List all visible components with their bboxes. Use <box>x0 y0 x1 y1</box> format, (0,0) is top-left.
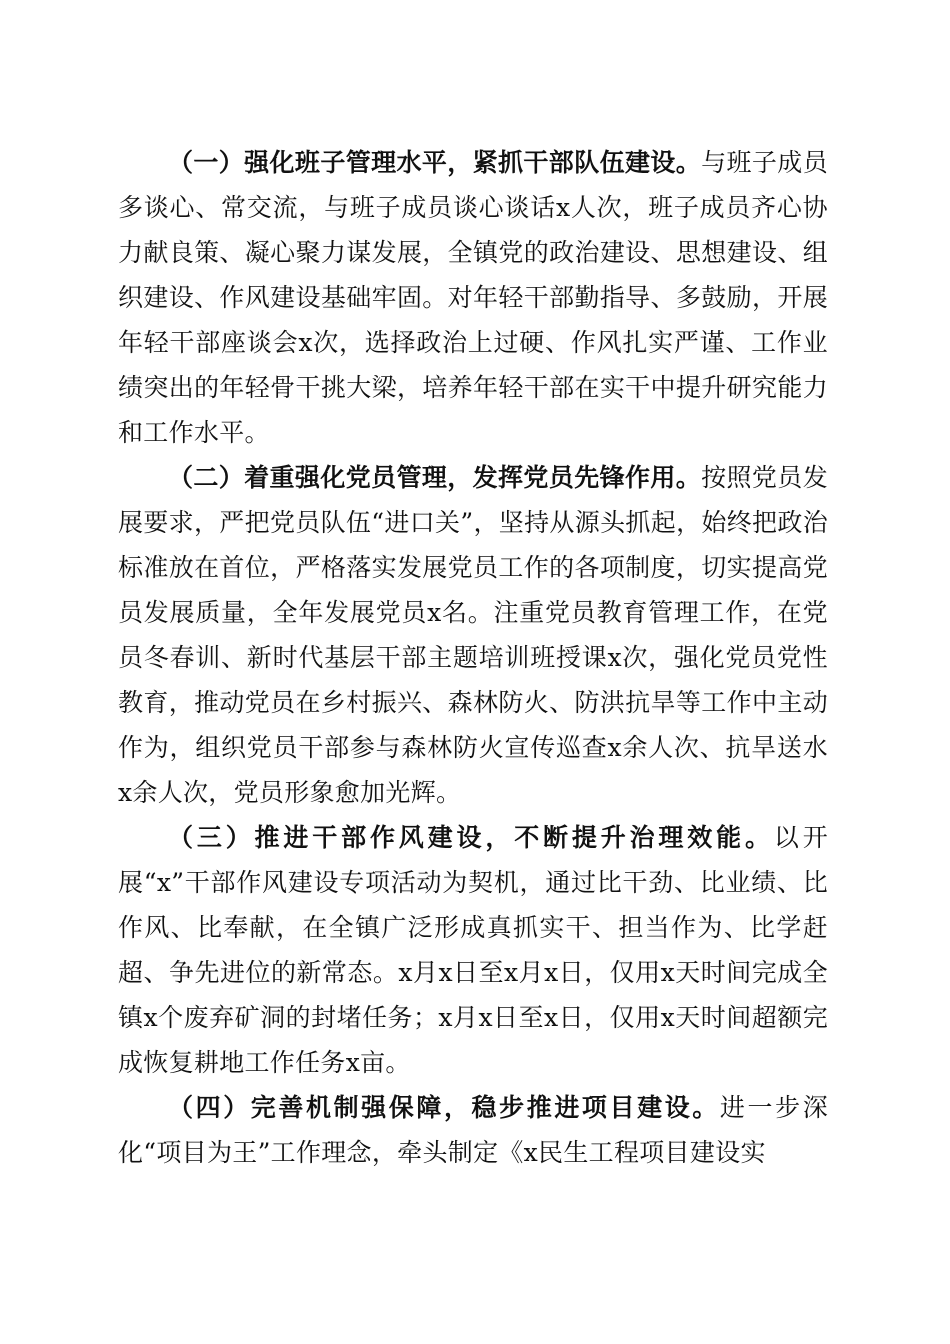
paragraph-1-heading: （一）强化班子管理水平，紧抓干部队伍建设。 <box>168 148 702 177</box>
paragraph-1-body: 与班子成员多谈心、常交流，与班子成员谈心谈话x人次，班子成员齐心协力献良策、凝心聚力谋发展，全镇党的政治建设、思想建设、组织建设、作风建设基础牢固。对年轻干部勤指导、多鼓励，开展年轻干部座谈会x次，选择政治上过硬、作风扎实严谨、工作业绩突出的年轻骨干挑大梁，培养年轻干部在实干中提升研究能力和工作水平。 <box>118 148 828 447</box>
paragraph-2 <box>118 455 828 815</box>
paragraph-4-body: 进一步深化“项目为王”工作理念，牵头制定《x民生工程项目建设实 <box>118 1093 828 1167</box>
paragraph-1 <box>118 140 828 455</box>
document-body <box>118 140 828 1175</box>
paragraph-2-heading: （二）着重强化党员管理，发挥党员先锋作用。 <box>168 463 702 492</box>
paragraph-3-body: 以开展“x”干部作风建设专项活动为契机，通过比干劲、比业绩、比作风、比奉献，在全镇广泛形成真抓实干、担当作为、比学赶超、争先进位的新常态。x月x日至x月x日，仅用x天时间完成全镇x个废弃矿洞的封堵任务；x月x日至x日，仅用x天时间超额完成恢复耕地工作任务x亩。 <box>118 823 828 1077</box>
paragraph-4-heading: （四）完善机制强保障，稳步推进项目建设。 <box>168 1093 720 1122</box>
paragraph-3-heading: （三）推进干部作风建设，不断提升治理效能。 <box>168 823 774 852</box>
paragraph-3 <box>118 815 828 1085</box>
paragraph-2-body: 按照党员发展要求，严把党员队伍“进口关”，坚持从源头抓起，始终把政治标准放在首位，严格落实发展党员工作的各项制度，切实提高党员发展质量，全年发展党员x名。注重党员教育管理工作，在党员冬春训、新时代基层干部主题培训班授课x次，强化党员党性教育，推动党员在乡村振兴、森林防火、防洪抗旱等工作中主动作为，组织党员干部参与森林防火宣传巡查x余人次、抗旱送水x余人次，党员形象愈加光辉。 <box>118 463 828 807</box>
paragraph-4 <box>118 1085 828 1175</box>
